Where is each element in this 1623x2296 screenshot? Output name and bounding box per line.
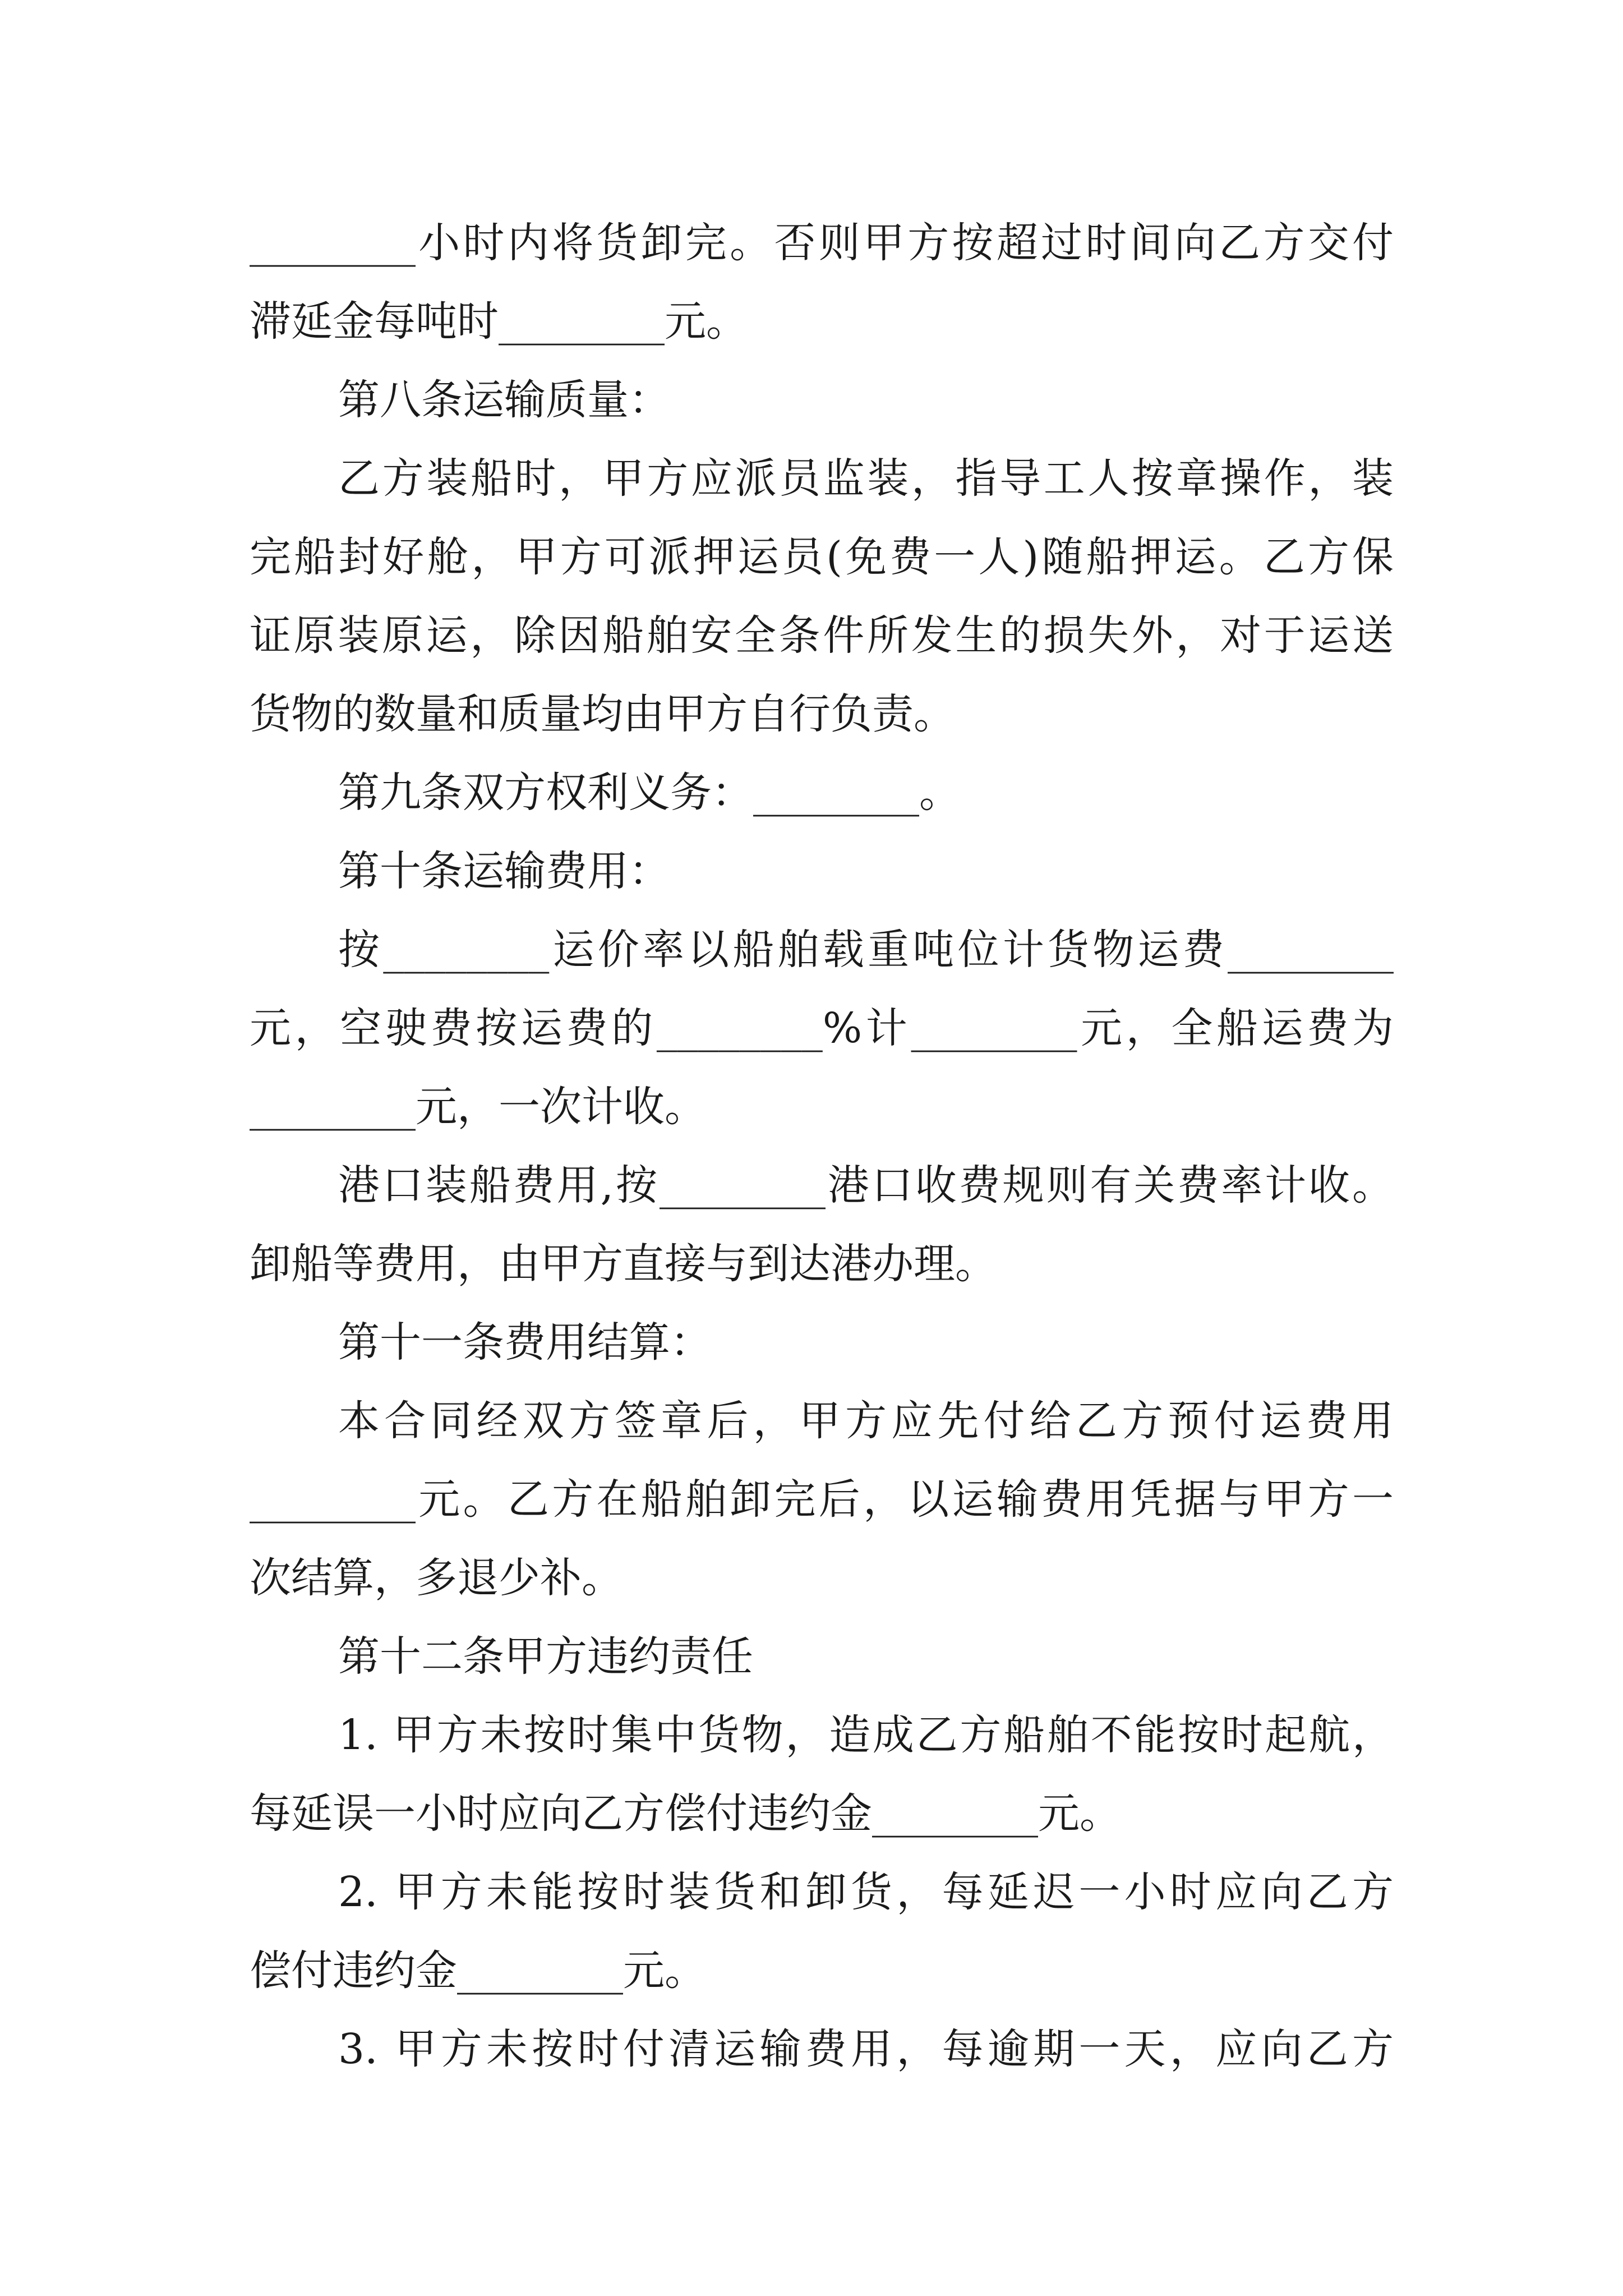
text-line-5: 完船封好舱，甲方可派押运员(免费一人)随船押运。乙方保 (250, 533, 1394, 581)
article-12-heading: 第十二条甲方违约责任 (338, 1632, 753, 1681)
text-line-24: 3. 甲方未按时付清运输费用，每逾期一天，应向乙方 (338, 2025, 1394, 2073)
article-10-heading: 第十条运输费用： (338, 847, 670, 895)
text-line-12: ________元，一次计收。 (250, 1083, 706, 1131)
text-line-2: 滞延金每吨时________元。 (250, 297, 748, 346)
text-line-23: 偿付违约金________元。 (250, 1947, 706, 1995)
text-line-1: ________小时内将货卸完。否则甲方按超过时间向乙方交付 (250, 219, 1394, 267)
article-11-heading: 第十一条费用结算： (338, 1318, 712, 1366)
text-line-10: 按________运价率以船舶载重吨位计货物运费________ (338, 926, 1394, 974)
text-line-14: 卸船等费用，由甲方直接与到达港办理。 (250, 1240, 997, 1288)
text-line-18: 次结算，多退少补。 (250, 1554, 623, 1602)
text-line-13: 港口装船费用,按________港口收费规则有关费率计收。 (338, 1161, 1394, 1209)
text-line-6: 证原装原运，除因船舶安全条件所发生的损失外，对于运送 (250, 611, 1394, 660)
text-line-21: 每延误一小时应向乙方偿付违约金________元。 (250, 1789, 1121, 1838)
text-line-11: 元，空驶费按运费的________%计________元，全船运费为 (250, 1004, 1394, 1052)
article-9-heading: 第九条双方权利义务：________。 (338, 769, 961, 817)
text-line-20: 1. 甲方未按时集中货物，造成乙方船舶不能按时起航， (338, 1711, 1394, 1759)
text-line-16: 本合同经双方签章后，甲方应先付给乙方预付运费用 (338, 1397, 1394, 1445)
article-8-heading: 第八条运输质量： (338, 376, 670, 424)
text-line-17: ________元。乙方在船舶卸完后，以运输费用凭据与甲方一 (250, 1475, 1394, 1524)
text-line-4: 乙方装船时，甲方应派员监装，指导工人按章操作，装 (338, 454, 1394, 503)
text-line-22: 2. 甲方未能按时装货和卸货，每延迟一小时应向乙方 (338, 1868, 1394, 1916)
text-line-7: 货物的数量和质量均由甲方自行负责。 (250, 690, 955, 738)
